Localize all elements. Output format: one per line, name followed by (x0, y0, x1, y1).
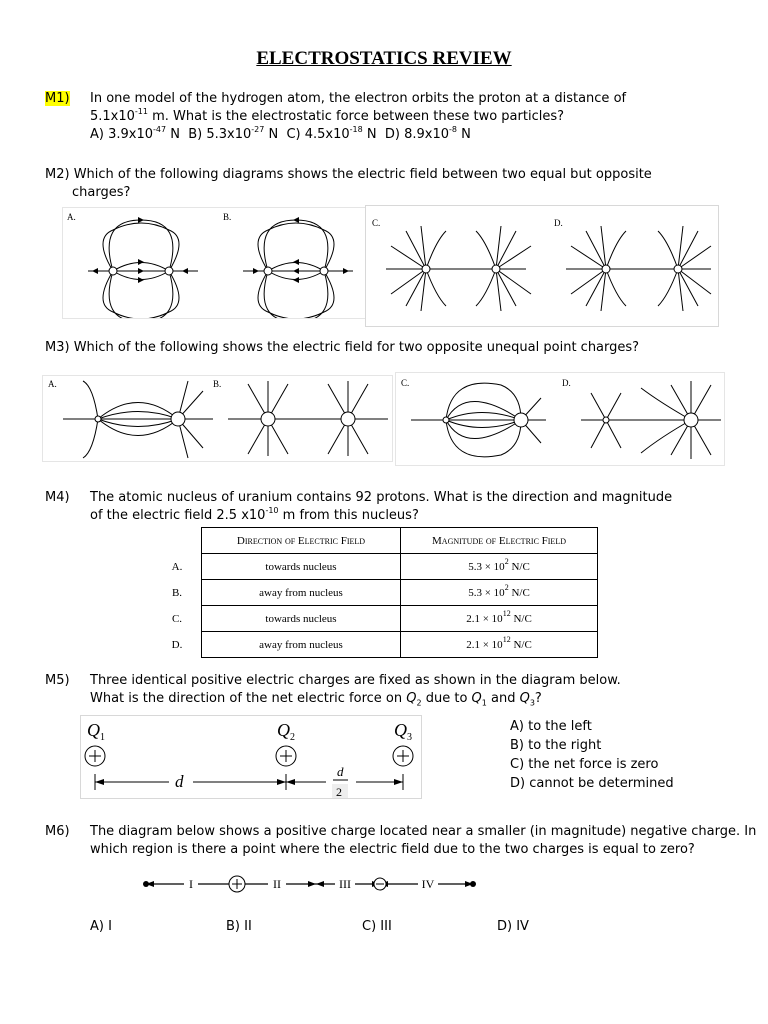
m6-region-i: I (189, 877, 193, 891)
m4-answer-table (166, 527, 598, 658)
m2-fig-label-b: B. (223, 212, 232, 222)
m3-fig-label-a: A. (48, 379, 57, 389)
m5-question: Three identical positive electric charges are fixed as shown in the diagram below. What is the direction of the net electric force on $Q_2$ due to $Q_1$ and $Q_3$? (90, 673, 621, 708)
m5-choice-a: A) to the left (510, 719, 592, 734)
m2-fig-label-c: C. (372, 218, 381, 228)
m3-diagrams-cd (395, 372, 725, 466)
m2-field-a (88, 220, 198, 318)
m5-fig-d-den: 2 (336, 785, 342, 798)
m1-choice-b: B) $5.3x10^{-27}$ N (188, 125, 287, 142)
m5-choice-b: B) to the right (510, 738, 602, 753)
table-row: B. away from nucleus $5.3 \times 10^2$ N/C (166, 580, 598, 606)
m6-choice-d: D) IV (497, 919, 529, 934)
table-row: D. away from nucleus $2.1 \times 10^{12}$ N/C (166, 632, 598, 658)
m6-region-iv: IV (421, 877, 435, 891)
m5-fig-q1: $Q_1$ (87, 720, 105, 743)
m6-negative-charge (374, 878, 386, 890)
m5-fig-d: d (175, 772, 184, 791)
m6-question: The diagram below shows a positive charge located near a smaller (in magnitude) negative charge. In which region is there a point where the electric field due to the two charges is equal to zero? (90, 824, 757, 857)
m1-choice-c: C) $4.5x10^{-18}$ N (286, 125, 385, 142)
m6-choice-c: C) III (362, 919, 392, 934)
m6-choice-a: A) I (90, 919, 112, 934)
table-header-row (166, 528, 598, 554)
m2-fig-label-a: A. (67, 212, 76, 222)
m2-field-d (566, 226, 711, 311)
m5-label: M5) (45, 673, 70, 688)
page-title: ELECTROSTATICS REVIEW (256, 48, 512, 69)
m4-question: The atomic nucleus of uranium contains 92 protons. What is the direction and magnitude of the electric field 2.5 $x10^{-10}$ m from this nucleus? (90, 490, 673, 523)
m5-fig-q2: $Q_2$ (277, 720, 295, 743)
m4-label: M4) (45, 490, 70, 505)
m5-charge-q2 (276, 746, 296, 766)
table-header-direction: Direction of Electric Field (202, 528, 401, 554)
m1-choice-a: A) $3.9x10^{-47}$ N (90, 125, 189, 142)
m1-choice-d: D) $8.9x10^{-8}$ N (384, 125, 471, 142)
m1-choices (90, 126, 626, 144)
m6-choice-b: B) II (226, 919, 252, 934)
m6-region-ii: II (273, 877, 281, 891)
m5-fig-d-num: d (337, 764, 344, 779)
table-row: A. towards nucleus $5.3 \times 10^2$ N/C (166, 554, 598, 580)
table-header-magnitude: Magnitude of Electric Field (401, 528, 598, 554)
table-row: C. towards nucleus $2.1 \times 10^{12}$ N/C (166, 606, 598, 632)
m1-question: In one model of the hydrogen atom, the electron orbits the proton at a distance of $5.1x10^{-11}$ m. What is the electrostatic force between these two particles? A) $3.9x10^{-47}$ N B) $5.3x10^{-27}$ N C) $4.5x10^{-18}$ N D) $8.9x10^{-8}$ N (90, 91, 627, 142)
m6-positive-charge (229, 876, 245, 892)
m1-label: M1) (45, 91, 70, 106)
m5-choice-c: C) the net force is zero (510, 757, 659, 772)
m3-field-d (581, 381, 721, 459)
m3-fig-label-d: D. (562, 378, 571, 388)
m3-field-b (228, 381, 388, 456)
m2-field-c (386, 226, 531, 311)
m3-fig-label-c: C. (401, 378, 410, 388)
m6-region-diagram (140, 872, 480, 896)
m2-fig-label-d: D. (554, 218, 563, 228)
m5-choices (510, 717, 674, 793)
m5-charge-q1 (85, 746, 105, 766)
m2-question: M2) Which of the following diagrams shows the electric field between two equal but opposite charges? (45, 167, 652, 200)
m5-fig-q3: $Q_3$ (394, 720, 412, 743)
m5-charge-q3 (393, 746, 413, 766)
m3-question: M3) Which of the following shows the electric field for two opposite unequal point charges? (45, 340, 640, 355)
m6-label: M6) (45, 824, 70, 839)
m6-region-iii: III (339, 877, 351, 891)
m2-diagrams-cd (365, 205, 719, 327)
m3-fig-label-b: B. (213, 379, 222, 389)
m5-choice-d: D) cannot be determined (510, 776, 674, 791)
m2-diagrams-ab (62, 207, 368, 319)
m3-field-a (63, 381, 213, 458)
m3-diagrams-ab (42, 375, 393, 462)
m5-charges-diagram (80, 715, 422, 799)
